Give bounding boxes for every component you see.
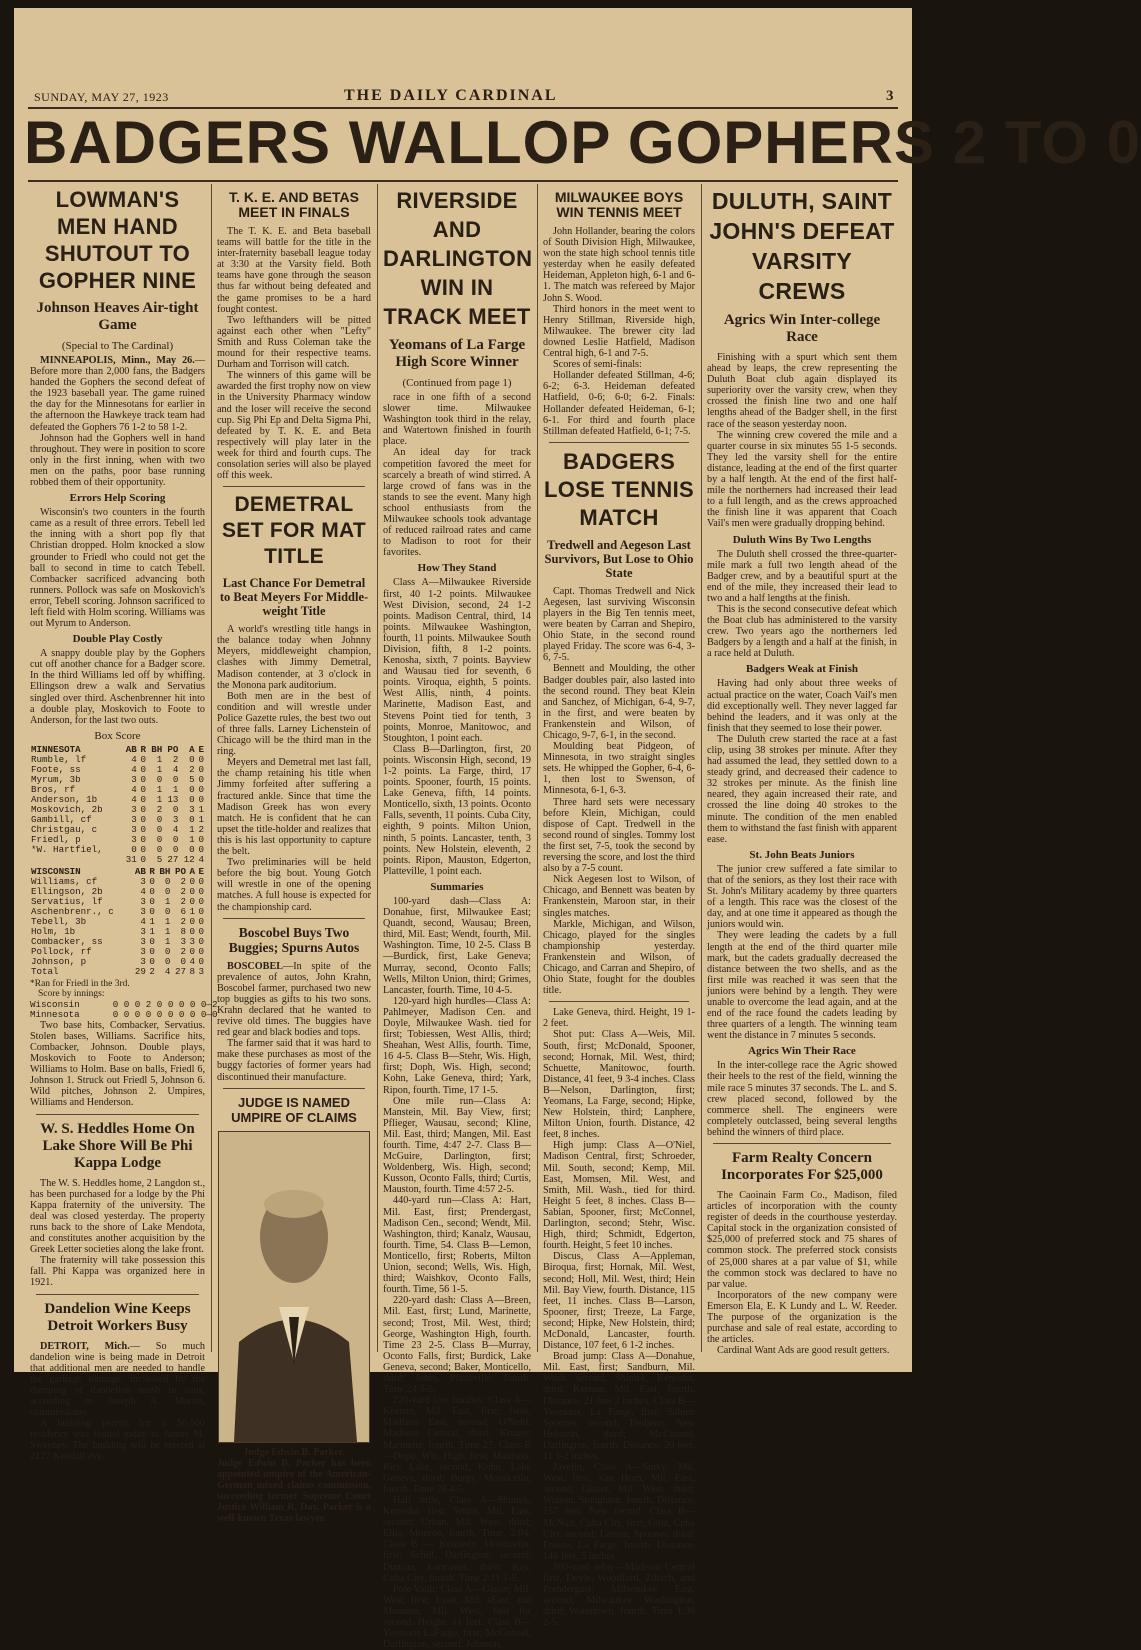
- subhead: Summaries: [430, 880, 484, 893]
- box-score-name-cell: Bros, rf: [31, 783, 76, 795]
- box-score-stat-cell: 1: [164, 925, 171, 937]
- box-score-stat-cell: 3: [131, 803, 137, 815]
- box-score-stat-cell: 0: [198, 955, 204, 967]
- box-score-stat-cell: 1: [198, 803, 204, 815]
- article-paragraph: Incorporators of the new company were Emerson Ela, E. K Lundy and L. W. Reeder. The purpose of the organization is the purchase and sale of real estate, according to the articles.: [707, 1289, 897, 1346]
- box-score-stat-cell: 1: [149, 915, 155, 927]
- article-paragraph: Cardinal Want Ads are good result getters.: [717, 1345, 890, 1357]
- masthead-title: THE DAILY CARDINAL: [344, 87, 558, 104]
- article-headline: DULUTH, SAINT JOHN'S DEFEAT VARSITY CREWS: [709, 188, 895, 304]
- article-headline: BADGERS LOSE TENNIS MATCH: [544, 448, 694, 530]
- box-score-stat-cell: 0: [156, 833, 163, 845]
- article-paragraph: Moulding beat Pidgeon, of Minnesota, in two straight singles sets. He whipped the Gopher, 6-4, 6-1, then lost to Swenson, of Minnesota, 6-1, 6-3.: [543, 741, 695, 797]
- article-deck: Agrics Win Inter-college Race: [723, 312, 881, 345]
- box-score-stat-cell: 4: [131, 783, 137, 795]
- box-score-stat-cell: 2: [149, 965, 155, 977]
- portrait-photo: [218, 1131, 370, 1443]
- subhead: Duluth Wins By Two Lengths: [732, 533, 872, 546]
- article-paragraph: Three hard sets were necessary before Klein, Michigan, could dispose of Capt. Tredwell in the second round of singles. Tommy lost the first set, 7-5, took the second by reversing the score, and lost the third also by a 7-5 count.: [543, 796, 695, 875]
- box-score-name-cell: Combacker, ss: [31, 935, 103, 947]
- box-score-stat-cell: AB: [134, 865, 146, 877]
- article-paragraph: Having had only about three weeks of actual practice on the water, Coach Vail's men did exceptionally well. They never lagged far behind the leaders, and it was only at the finish that they seemed to lose their power.: [707, 678, 897, 734]
- article-paragraph: Both men are in the best of condition and will wrestle under Police Gazette rules, the best two out of three falls. Larney Lichenstein of Chicago will be the third man in the ring.: [217, 690, 371, 758]
- box-score-stat-cell: 0: [198, 875, 204, 887]
- box-score-stat-cell: 0: [140, 783, 147, 795]
- box-score-stat-cell: 3: [140, 895, 146, 907]
- column-rule: [377, 184, 378, 1352]
- box-score-stat-cell: 0: [149, 885, 155, 897]
- article-paragraph: race in one fifth of a second slower time. Milwaukee Washington took third in the relay, and Watertown finished in fourth place.: [383, 392, 531, 448]
- box-score-stat-cell: 3: [140, 875, 146, 887]
- box-score-stat-cell: 0: [198, 773, 204, 785]
- box-score-stat-cell: 27: [167, 853, 179, 865]
- box-score-stat-cell: 0: [140, 793, 147, 805]
- box-score-stat-cell: R: [149, 865, 155, 877]
- box-score-stat-cell: 0: [164, 945, 171, 957]
- box-score-stat-cell: 0: [140, 753, 147, 765]
- box-score-stat-cell: 1: [189, 905, 195, 917]
- article-paragraph: The Caoinain Farm Co., Madison, filed articles of incorporation with the county register of deeds in the courthouse yesterday. Capital stock in the organization consisted of $25,000 of preferred stock and 75 shares of common stock. The preferred stock consists of 25,000 shares at a par value of $1, while the common stock was declared to have no par value.: [707, 1190, 897, 1290]
- box-score-stat-cell: 0: [140, 773, 147, 785]
- article-paragraph: Third honors in the meet went to Henry Stillman, Riverside high, Milwaukee. The brewer city lad downed Leslie Hatfield, Madison Central high, 6-1 and 7-5.: [543, 303, 695, 360]
- page-number: 3: [886, 88, 894, 104]
- article-paragraph: One mile run—Class A: Manstein, Mil. Bay View, first; Pflieger, Wausau, second; Kline, Mil. East, third; Mangen, Mil. East fourth. Time, 4:47 2-7. Class B—McGuire, Darlington, first; Woldenberg, Wis. High, second; Kusson, Oconto Falls, third; Curtis, Mauston, fourth. Time 4:57 2-5.: [383, 1095, 531, 1196]
- article-divider: [549, 442, 689, 443]
- box-score-stat-cell: 2: [180, 885, 186, 897]
- box-score-stat-cell: 0: [149, 945, 155, 957]
- photo-caption: Judge Edwin B. Parker.: [243, 1446, 345, 1458]
- box-score-name-cell: Tebell, 3b: [31, 915, 87, 927]
- box-score-stat-cell: 3: [131, 813, 137, 825]
- box-score-stat-cell: 3: [180, 935, 186, 947]
- box-score-stat-cell: 31: [125, 853, 137, 865]
- article-divider: [223, 486, 365, 487]
- box-score-wisconsin: [30, 867, 205, 977]
- article-paragraph: A world's wrestling title hangs in the balance today when Johnny Meyers, middleweight champion, clashes with Jimmy Demetral, Madison contender, at 3 o'clock in the Monona park auditorium.: [217, 624, 371, 691]
- box-score-stat-cell: 3: [140, 905, 146, 917]
- article-divider: [223, 918, 365, 919]
- box-score-name-cell: Ellingson, 2b: [31, 885, 103, 897]
- box-score-stat-cell: 0: [189, 783, 195, 795]
- banner-headline: BADGERS WALLOP GOPHERS 2 TO 0: [24, 109, 1141, 176]
- box-score-stat-cell: PO: [167, 743, 179, 755]
- box-score-stat-cell: 0: [198, 935, 204, 947]
- box-score-stat-cell: 3: [131, 773, 137, 785]
- innings-title: Score by innings:: [38, 989, 105, 1000]
- box-score-stat-cell: 6: [180, 905, 186, 917]
- box-score-stat-cell: 0: [156, 773, 163, 785]
- box-score-stat-cell: 4: [140, 915, 146, 927]
- box-score-stat-cell: 8: [180, 925, 186, 937]
- article-paragraph: This is the second consecutive defeat which the Boat club has administered to the varsity crew. Two years ago the northerners led Badgers by a length and a half at the finish, in a race held at Duluth.: [707, 603, 897, 660]
- box-score-stat-cell: 0: [180, 955, 186, 967]
- special-note: (Special to The Cardinal): [61, 340, 174, 352]
- box-score-stat-cell: 1: [156, 783, 163, 795]
- box-score-stat-cell: 3: [140, 925, 146, 937]
- box-score-stat-cell: 1: [198, 813, 204, 825]
- box-score-name-cell: Foote, ss: [31, 763, 81, 775]
- article-paragraph: — So much dandelion wine is being made in Detroit that additional men are needed to handle the garbage tonnage, increased by the dumping of dandelion mash in cans, according to Joseph A. Martin, commissioner: [30, 1340, 205, 1419]
- box-score-stat-cell: 1: [164, 895, 171, 907]
- article-headline: Farm Realty Concern Incorporates For $25,000: [721, 1150, 883, 1183]
- box-score-minnesota: [30, 745, 205, 865]
- box-score-name-cell: Williams, cf: [31, 875, 98, 887]
- box-score-name-cell: WISCONSIN: [31, 865, 81, 877]
- box-score-stat-cell: 4: [140, 885, 146, 897]
- article-deck: Yeomans of La Farge High Score Winner: [388, 337, 526, 370]
- box-score-stat-cell: E: [198, 743, 204, 755]
- article-deck: Last Chance For Demetral to Beat Meyers For Middle-weight Title: [219, 576, 369, 619]
- box-score-stat-cell: 0: [131, 843, 137, 855]
- box-score-stat-cell: 0: [189, 843, 195, 855]
- box-score-stat-cell: 2: [180, 875, 186, 887]
- box-score-name-cell: [30, 855, 122, 865]
- article-paragraph: Shot put: Class A—Weis, Mil. South, first; McDonald, Spooner, second; Hornak, Mil. West, third; Schuette, Manitowoc, fourth. Distance, 41 feet, 9 3-4 inches. Class B—Nelson, Darlington, first; Yeomans, La Farge, second; Hipke, New Holstein, third; Lanphere, Milton Union, fourth. Distance, 42 feet, 8 inches.: [543, 1029, 695, 1141]
- box-score-stat-cell: 13: [167, 793, 179, 805]
- box-score-stat-cell: 2: [189, 763, 195, 775]
- minnesota-total-row: [30, 855, 205, 865]
- box-score-stat-cell: 0: [198, 753, 204, 765]
- box-score-stat-cell: 0: [149, 935, 155, 947]
- article-paragraph: —Before more than 2,000 fans, the Badgers handed the Gophers the second defeat of the 1923 baseball year. The game ruined the day for the Minnesotans for earlier in the afternoon the Hawkeye track team had defeated the Gophers 76 1-2 to 58 1-2.: [30, 355, 205, 433]
- box-score-stat-cell: 0: [140, 763, 147, 775]
- box-score-name-cell: Servatius, lf: [31, 895, 103, 907]
- article-paragraph: Class A—Milwaukee Riverside first, 40 1-2 points. Milwaukee West Division, second, 24 1-2 points. Madison Central, third, 14 points. Milwaukee Washington, fourth, 11 points. Milwaukee South Division, fifth, 8 1-2 points. Kenosha, sixth, 7 points. Bayview and Wausau tied for seventh, 6 points. Viroqua, eighth, 5 points. West Allis, ninth, 4 points. Marinette, Madison East, and Stevens Point tied for tenth, 3 points, Monroe, Manitowoc, and Stoughton, 1 point each.: [383, 577, 531, 744]
- box-score-name-cell: Gambill, cf: [31, 813, 92, 825]
- box-score-stat-cell: 4: [198, 853, 204, 865]
- box-score-stat-cell: 2: [180, 945, 186, 957]
- article-paragraph: High jump: Class A—O'Niel, Madison Central, first; Schroeder, Mil. South, second; Kemp, Mil. East, Momsen, Mil. West, and Smith, Mil. Wash., tied for third. Height 5 feet, 8 inches. Class B—Sabian, Spooner, first; McConnel, Darlington, second; Stehr, Wisc. High, third; Schmidt, Edgerton, fourth. Height, 5 feet 10 inches.: [543, 1140, 695, 1252]
- box-score-stat-cell: E: [198, 865, 204, 877]
- article-paragraph: Broad jump: Class A—Donahue, Mil. East, first; Sandburn, Mil. Wash. second; Shimek, Kenosha, third; Keenan, Mil. East, fourth. Distance, 21 feet 2 inches. Class B—Yeomans, La Farge, first; Sabien Spooner, second; Tiedjeno, New Holstein, third; McConnel, Darlington, fourth. Distance, 20 feet, 11 1-2 inches.: [543, 1351, 695, 1462]
- box-score-stat-cell: 0: [164, 905, 171, 917]
- box-score-name-cell: Rumble, lf: [31, 753, 87, 765]
- masthead-date: SUNDAY, MAY 27, 1923: [34, 90, 169, 104]
- article-paragraph: Capt. Thomas Tredwell and Nick Aegesen, last surviving Wisconsin players in the Big Ten tennis meet, were beaten by Carran and Shepiro, Ohio State, in the second round played Friday. The score was 6-4, 3-6, 7-5.: [543, 585, 695, 664]
- box-score-stat-cell: 4: [172, 823, 179, 835]
- article-divider: [223, 1088, 365, 1089]
- article-divider: [713, 1143, 891, 1144]
- column-2: [217, 184, 371, 1524]
- box-score-stat-cell: 0: [198, 925, 204, 937]
- box-score-stat-cell: AB: [125, 743, 137, 755]
- box-score-stat-cell: 0: [198, 885, 204, 897]
- box-score-stat-cell: 3: [189, 935, 195, 947]
- box-score-stat-cell: A: [189, 865, 195, 877]
- box-score-stat-cell: 1: [164, 935, 171, 947]
- article-headline: MILWAUKEE BOYS WIN TENNIS MEET: [554, 189, 684, 220]
- article-paragraph: They were leading the cadets by a full length at the end of the third quarter mile mark, but the cadets gradually decreased the distance between the two shells, and as the first mile was reached it was seen that the juniors were behind by a length. They were unable to overcome the lead again, and at the end of the race found the cadets leading by three quarters of a length. The winning team went the distance in 7 minutes 5 seconds.: [707, 930, 897, 1042]
- article-paragraph: 880-yard relay—Madison Central first, Doyle, Woodford, Zilisch, and Prendergast; Milwaukee East, second; Milwaukee Washington, third; Watertown, fourth. Time 1:38 2-5.: [543, 1561, 695, 1629]
- article-paragraph: Markle, Michigan, and Wilson, Chicago, played for the singles championship yesterday. Frankenstein and Wilson, of Chicago, and Carran and Shepiro, of Ohio State, fought for the doubles title.: [543, 918, 695, 997]
- dateline: BOSCOBEL: [227, 960, 284, 972]
- column-3: [383, 184, 533, 1650]
- box-score-stat-cell: A: [189, 743, 195, 755]
- box-score-stat-cell: 1: [164, 915, 171, 927]
- box-score-stat-cell: 2: [180, 915, 186, 927]
- box-score-stat-cell: 2: [156, 803, 163, 815]
- box-score-name-cell: Moskovich, 2b: [31, 803, 103, 815]
- article-paragraph: Two preliminaries will be held before the big bout. Young Gotch will wrestle in one of the opening matches. A full house is expected for the championship card.: [217, 857, 371, 913]
- box-score-stat-cell: 0: [172, 843, 179, 855]
- article-paragraph: John Hollander, bearing the colors of South Division High, Milwaukee, won the state high school tennis title yesterday when he easily defeated Heideman, Appleton high, 6-1 and 6-1. The match was refereed by Major John S. Wood.: [543, 226, 695, 304]
- box-score-stat-cell: 0: [198, 945, 204, 957]
- box-score-stat-cell: 1: [156, 763, 163, 775]
- dateline: MINNEAPOLIS, Minn., May 26.: [40, 355, 195, 366]
- box-score-stat-cell: 0: [198, 763, 204, 775]
- box-score-stat-cell: 0: [149, 895, 155, 907]
- box-score-stat-cell: 8: [189, 965, 195, 977]
- article-headline: DEMETRAL SET FOR MAT TITLE: [221, 493, 367, 569]
- column-rule: [701, 184, 702, 1352]
- box-score-stat-cell: 1: [172, 783, 179, 795]
- box-score-stat-cell: 2: [180, 895, 186, 907]
- subhead: Errors Help Scoring: [69, 492, 166, 505]
- portrait-illustration: [219, 1132, 369, 1442]
- innings-minnesota: Minnesota 0 0 0 0 0 0 0 0 0—0: [30, 1008, 218, 1020]
- article-paragraph: Lake Geneva, third. Height, 19 1-2 feet.: [543, 1007, 695, 1030]
- article-paragraph: Discus, Class A—Appleman, Biroqua, first; Hornak, Mil. West, second; Holl, Mil. West, third; Hein Mil. Bay View, fourth. Distance, 115 feet, 11 inches. Class B—Larson, Spooner, first; Treeze, La Farge, second; Hipke, New Holstein, third; McDonald, Lancaster, fourth. Distance, 107 feet, 6 1-2 inches.: [543, 1251, 695, 1352]
- box-score-name-cell: Friedl, p: [31, 833, 81, 845]
- article-headline: JUDGE IS NAMED UMPIRE OF CLAIMS: [231, 1094, 357, 1125]
- article-paragraph: The W. S. Heddles home, 2 Langdon st., has been purchased for a lodge by the Phi Kappa fraternity of the university. The deal was closed yesterday. The property runs back to the shore of Lake Mendota, and constitutes another acquisition by the Greek Letter societies along the lake front.: [30, 1177, 205, 1256]
- box-score-stat-cell: 0: [189, 895, 195, 907]
- article-headline: RIVERSIDE AND DARLINGTON WIN IN TRACK MEET: [383, 188, 533, 329]
- article-paragraph: The Duluth shell crossed the three-quarter-mile mark a full two length ahead of the Badger crew, and by a beautiful spurt at the end of the mile, they increased their lead to two and a half lengths at the finish.: [707, 548, 897, 604]
- box-score-stat-cell: 0: [198, 915, 204, 927]
- ran-for-note: *Ran for Friedl in the 3rd.: [30, 978, 130, 989]
- box-score-name-cell: Myrum, 3b: [31, 773, 81, 785]
- box-score-stat-cell: 0: [156, 823, 163, 835]
- article-paragraph: In the inter-college race the Agric showed their heels to the rest of the field, winning the mile race 5 minutes 37 seconds. The L. and S. crew placed second, followed by the commerce shell. The engineers were completely outclassed, being several lengths behind the winners of third place.: [707, 1060, 897, 1138]
- box-score-name-cell: MINNESOTA: [31, 743, 81, 755]
- article-headline: LOWMAN'S MEN HAND SHUTOUT TO GOPHER NINE: [38, 187, 197, 293]
- article-paragraph: The winning crew covered the mile and a quarter course in six minutes 55 1-5 seconds. They led the varsity shell for the entire distance, leading at the end of the first quarter by a half length. At the end of the first half-mile the northerners had increased their lead to a full length, and as the crews approached the finish line it was apparent that Coach Vail's men were gradually dropping behind.: [707, 429, 897, 530]
- article-paragraph: —In spite of the prevalence of autos, John Krahn, Boscobel farmer, purchased two new top buggies as gifts to his two sons. Krahn declared that he wanted to revive old times. The buggies have red gear and black bodies and tops.: [217, 960, 371, 1039]
- article-paragraph: Pole Vault: Class A—Glaser, Mil. West, first; Esser, Mil. sEast, and Momsen, Mil. West, tied for second. Height, 11 feet. Class B—Yeomans LaFarge, first; McConnel, Darlington, second; Johnson,: [383, 1583, 531, 1650]
- subhead: Agrics Win Their Race: [748, 1045, 856, 1058]
- article-divider: [36, 1114, 199, 1115]
- box-score-stat-cell: 0: [172, 833, 179, 845]
- box-score-stat-cell: 1: [156, 753, 163, 765]
- continued-note: (Continued from page 1): [402, 377, 512, 389]
- article-paragraph: The farmer said that it was hard to make these purchases as most of the buggy factories of former years had discontinued their manufacture.: [217, 1038, 371, 1083]
- box-score-stat-cell: 0: [198, 783, 204, 795]
- box-score-stat-cell: 3: [131, 823, 137, 835]
- box-score-stat-cell: 27: [174, 965, 186, 977]
- photo-caption-body: Judge Edwin B. Parker has been appointed umpire of the American-German mixed claims commission, succeeding former Supreme Court Justice William R. Day. Parker is a well-known Texas lawyer.: [217, 1457, 371, 1524]
- box-score-stat-cell: 0: [156, 843, 163, 855]
- box-score-stat-cell: 3: [140, 945, 146, 957]
- article-paragraph: The fraternity will take possession this fall. Phi Kappa was organized here in 1921.: [30, 1255, 205, 1289]
- box-score-stat-cell: 0: [189, 915, 195, 927]
- box-score-name-cell: Pollock, rf: [31, 945, 92, 957]
- subhead: How They Stand: [417, 562, 497, 575]
- box-score-stat-cell: 0: [198, 895, 204, 907]
- box-score-stat-cell: 0: [189, 925, 195, 937]
- box-score-stat-cell: 0: [189, 875, 195, 887]
- article-paragraph: A snappy double play by the Gophers cut off another chance for a Badger score. In the third Williams led off by whiffing. Ellingson drew a walk and Servatius singled over third. Aschenbrenner hit into a double play, Moskovich to Foote to Anderson, for the last two outs.: [30, 648, 205, 726]
- article-paragraph: The junior crew suffered a fate similar to that of the seniors, as they lost their race with St. John's Military academy by three quarters of a length. This race was the closest of the day, and at one time it appeared as though the juniors would win.: [707, 863, 897, 931]
- box-score-stat-cell: 4: [164, 965, 171, 977]
- box-score-stat-cell: 0: [198, 833, 204, 845]
- article-headline: T. K. E. AND BETAS MEET IN FINALS: [229, 189, 359, 220]
- article-divider: [549, 1001, 689, 1002]
- innings-wisconsin: Wisconsin 0 0 0 2 0 0 0 0 0—2: [30, 998, 218, 1010]
- box-score-stat-cell: 0: [149, 955, 155, 967]
- article-paragraph: The Duluth crew started the race at a fast clip, using 38 strokes per minute. After they had assumed the lead, they settled down to a steady grind, and decreased their cadence to 32 strokes per minute. As the finish line neared, they again increased their rate, and crossed the line doing 40 strokes to the minute. The condition of the men enabled them to withstand the fast finish with apparent ease.: [707, 733, 897, 845]
- box-score-stat-cell: 4: [172, 763, 179, 775]
- box-score-stat-cell: 0: [189, 753, 195, 765]
- box-score-stat-cell: 1: [156, 793, 163, 805]
- box-score-stat-cell: 0: [140, 853, 147, 865]
- box-score-name-cell: Johnson, p: [31, 955, 87, 967]
- article-paragraph: Nick Aegesen lost to Wilson, of Chicago, and Bennett was beaten by Frankenstein, Maroon star, in their singles matches.: [543, 874, 695, 919]
- box-score-stat-cell: 0: [198, 843, 204, 855]
- box-score-stat-cell: 0: [140, 833, 147, 845]
- dateline: DETROIT, Mich.: [40, 1340, 130, 1352]
- box-score-name-cell: Anderson, 1b: [31, 793, 98, 805]
- box-score-stat-cell: 0: [189, 813, 195, 825]
- article-paragraph: The winners of this game will be awarded the first trophy now on view in the University Pharmacy window and the loser will receive the second cup. Sig Phi Ep and Delta Sigma Phi, defeated by T. K. E. and Beta respectively will play later in the week for third and fourth cups. The consolation series will also be played off this week.: [217, 370, 371, 482]
- box-score-stat-cell: 0: [189, 945, 195, 957]
- box-score-name-cell: Christgau, c: [31, 823, 98, 835]
- box-score-stat-cell: 12: [183, 853, 195, 865]
- box-score-stat-cell: 4: [131, 763, 137, 775]
- box-score-stat-cell: 0: [189, 793, 195, 805]
- box-score-stat-cell: BH: [151, 743, 163, 755]
- box-score-stat-cell: 0: [140, 813, 147, 825]
- article-deck: Johnson Heaves Air-tight Game: [36, 300, 199, 333]
- wisconsin-total-row: [30, 967, 205, 977]
- box-score-stat-cell: 0: [172, 803, 179, 815]
- box-score-stat-cell: 1: [149, 925, 155, 937]
- box-score-stat-cell: 0: [140, 823, 147, 835]
- box-score-stat-cell: 3: [189, 803, 195, 815]
- box-score-stat-cell: 0: [172, 773, 179, 785]
- article-paragraph: An ideal day for track competition favored the meet for scarcely a breath of wind stirred. A large crowd of fans was in the stands to see the event. Many high school enthusiasts from the Milwaukee schools took advantage of reduced railroad rates and came to Madison to root for their favorites.: [383, 447, 531, 559]
- article-paragraph: Meyers and Demetral met last fall, the champ retaining his title when Jimmy forfeited after suffering a fractured ankle. Since that time the Madison Greek has won every match. He is confident that he can upset the title-holder and realizes that this is his last opportunity to capture the belt.: [217, 757, 371, 858]
- box-score-stat-cell: 3: [140, 955, 146, 967]
- article-paragraph: Half mile, Class A—Shimek, Kenosha, first; Smith, Mil. East, second; Urban, Mil. West, third; Ellis, Monroe, fourth. Time, 2:04. Class B — Kennedy, Monticello, first; Schill, Darlington, second; Duncan, Lancaster, third; Kay, Cuba City, fourth. Time 2:11 1-5.: [383, 1495, 531, 1584]
- article-divider: [36, 1294, 199, 1295]
- box-score-name-cell: *W. Hartfiel,: [31, 843, 103, 855]
- box-score-stat-cell: 3: [131, 833, 137, 845]
- box-score-title: Box Score: [94, 729, 141, 742]
- article-paragraph: 220-yard dash: Class A—Breen, Mil. East, first; Lund, Marinette, second; Trost, Mil. West, third; George, Washington High, fourth. Time 23 2-5. Class B—Murray, Oconto Falls, first; Burdick, Lake Geneva, second; Baker, Monticello, third; Jones, Platteville, fourth. Time 24 3-5.: [383, 1295, 531, 1396]
- box-score-stat-cell: 29: [134, 965, 146, 977]
- column-rule: [537, 184, 538, 1352]
- box-score-stat-cell: 4: [131, 753, 137, 765]
- article-paragraph: 100-yard dash—Class A: Donahue, first, Milwaukee East; Quandt, second, Wausau; Breen, third, Mil. East; Wendt, fourth, Mil. Washington. Time, 10 2-5. Class B—Burdick, first, Lake Geneva; Murray, second, Oconto Falls; Wells, Milton Union, third; Grimes, Lancaster, fourth. Time, 10 4-5.: [383, 895, 531, 996]
- box-score-stat-cell: 1: [189, 833, 195, 845]
- column-1: [30, 184, 218, 1463]
- article-paragraph: Scores of semi-finals:: [553, 359, 642, 371]
- article-paragraph: Wisconsin's two counters in the fourth came as a result of three errors. Tebell led the inning with a short pop fly that Christian dropped. Holm knocked a slow grounder to Friedl who could not get the ball to second in time to catch Tebell. Combacker sacrificed advancing both runners. Pollock was safe on Moskovich's error, Tebell scoring. Johnson sacrificed to left field with Holm scoring. Williams was out Myrum to Anderson.: [30, 507, 205, 630]
- box-score-stat-cell: 1: [189, 823, 195, 835]
- banner-rule: [28, 180, 898, 182]
- article-paragraph: 440-yard run—Class A: Hart, Mil. East, first; Prendergast, Madison Cen., second; Wendt, Mil. Washington, third; Kanalz, Wausau, fourth. Time, 54. Class B—Lemon, Monticello, first; Roberts, Milton Union, second; Wells, Wis. High, third; Waishkov, Oconto Falls, fourth. Time, 56 1-5.: [383, 1195, 531, 1296]
- article-deck: Tredwell and Aegeson Last Survivors, But Lose to Ohio State: [544, 537, 694, 580]
- box-score-stat-cell: 5: [156, 853, 163, 865]
- article-headline: Boscobel Buys Two Buggies; Spurns Autos: [228, 924, 360, 955]
- article-paragraph: Javelin, Class A—Sinky, Mil. West, first; Van Horn, Mil. East, second; Glaser, Mil. West, third; Watson, Stoughton, fourth. Distance, 157 feet. New record. Class B—McNutt, Cuba City, first; Golz, Cuba City, second; Larson, Spooner, third; Freeze, La Farge, fourth. Distance, 146 feet, 5 inches.: [543, 1462, 695, 1562]
- article-paragraph: Two lefthanders will be pitted against each other when "Lefty" Smith and Russ Coleman take the mound for their respective teams. Durham and Torrison will catch.: [217, 314, 371, 371]
- subhead: St. John Beats Juniors: [749, 848, 855, 861]
- box-score-stat-cell: 4: [131, 793, 137, 805]
- article-headline: Dandelion Wine Keeps Detroit Workers Busy: [44, 1300, 191, 1334]
- box-score-stat-cell: BH: [159, 865, 171, 877]
- article-paragraph: 120-yard high hurdles—Class A: Pahlmeyer, Madison Cen. and Doyle, Milwaukee Wash. tied for first; Tobiessen, West Allis, third; Sheahan, West Allis, fourth. Time, 16 4-5. Class B—Stehr, Wis. High, first; Doph, Wis. High, second; Kohn, Lake Geneva, third; Yark, Ripon, fourth. Time, 17 1-5.: [383, 995, 531, 1096]
- box-score-stat-cell: 0: [198, 793, 204, 805]
- article-paragraph: Finishing with a spurt which sent them ahead by leaps, the crew representing the Duluth Boat club again displayed its superiority over the varsity crew, when they crossed the finish line two and one half lengths ahead of the Badger shell, in the first race of the season yesterday noon.: [707, 352, 897, 430]
- box-score-stat-cell: 5: [189, 773, 195, 785]
- minnesota-player-row: [30, 845, 205, 855]
- box-score-name-cell: Aschenbrenr., c: [31, 905, 114, 917]
- box-score-stat-cell: 0: [149, 905, 155, 917]
- newspaper-page: [14, 8, 1141, 1650]
- masthead: [34, 87, 894, 108]
- article-paragraph: The T. K. E. and Beta baseball teams will battle for the title in the inter-fraternity baseball league today at 3:30 at the Varsity field. Both teams have gone through the season thus far without being defeated and the game promises to be a hard fought contest.: [217, 226, 371, 315]
- article-paragraph: Bennett and Moulding, the other Badger doubles pair, also lasted into the second round. They beat Klein and Sanchez, of Michigan, 6-4, 9-7, in the first, and were beaten by Frankenstein and Wilson, of Chicago, 9-7, 6-1, in the second.: [543, 663, 695, 741]
- box-score-stat-cell: 0: [156, 813, 163, 825]
- column-rule: [211, 184, 212, 1352]
- article-paragraph: A building permit for a $6,500 residence was issued today to James M. Sweeney. The building will be erected at 2127 Kendall ave.: [30, 1418, 205, 1463]
- box-score-stat-cell: 3: [198, 965, 204, 977]
- box-score-name-cell: Holm, 1b: [31, 925, 76, 937]
- box-score-stat-cell: PO: [174, 865, 186, 877]
- subhead: Badgers Weak at Finish: [746, 663, 858, 676]
- article-paragraph: Class B—Darlington, first, 20 points. Wisconsin High, second, 19 1-2 points. La Farge, third, 17 points. Spooner, fourth, 15 points. Lake Geneva, fifth, 14 points. Monticello, sixth, 13 points. Oconto Falls, seventh, 11 points. Cuba City, eighth, 9 points. Milton Union, ninth, 5 points. Lancaster, tenth, 3 points. New Holstein, eleventh, 2 points. Ripon, Mauston, Edgerton, Platteville, 1 point each.: [383, 743, 531, 877]
- box-score-stat-cell: 0: [149, 875, 155, 887]
- box-score-stat-cell: 0: [189, 885, 195, 897]
- box-score-stat-cell: 3: [140, 935, 146, 947]
- box-score-stat-cell: 0: [198, 905, 204, 917]
- column-4: [543, 184, 695, 1629]
- box-score-stat-cell: 0: [164, 955, 171, 967]
- subhead: Double Play Costly: [72, 633, 163, 646]
- box-score-stat-cell: 2: [172, 753, 179, 765]
- box-score-stat-cell: 0: [140, 803, 147, 815]
- box-score-stat-cell: 0: [164, 875, 171, 887]
- article-paragraph: Johnson had the Gophers well in hand throughout. They were in position to score only in the first inning, when with two men on the paths, poor base running robbed them of their opportunity.: [30, 432, 205, 489]
- article-paragraph: Two base hits, Combacker, Servatius. Stolen bases, Williams. Sacrifice hits, Combacker, Johnson. Double plays, Moskovich to Foote to Anderson; Williams to Holm. Base on balls, Friedl 6, Johnson 1. Struck out Friedl 5, Johnson 6. Wild pitches, Johnson 2. Umpires, Williams and Henderson.: [30, 1019, 205, 1109]
- box-score-name-cell: Total: [31, 965, 59, 977]
- article-paragraph: Hollander defeated Stillman, 4-6; 6-2; 6-3. Heideman defeated Hatfield, 0-6; 6-0; 6-2. Finals: Hollander defeated Heideman, 6-1; 6-1. For third and fourth place Stillman defeated Hatfield, 6-1; 7-5.: [543, 370, 695, 437]
- box-score-stat-cell: 0: [164, 885, 171, 897]
- article-headline: W. S. Heddles Home On Lake Shore Will Be Phi Kappa Lodge: [40, 1120, 195, 1171]
- article-paragraph: 220-yard low hurdles: Class A—Keenan, Mil. East, first; Isele, Madison East, second; O'Neill, Madison Central, third; Kruger, Marinette, fourth. Time 27. Class B—Dopp, Wis. High, first; Mattison, Rice Lake, second; Kohn, Lake Geneva, third; Burgy, Monticello, fourth. Time 28 4-5.: [383, 1395, 531, 1495]
- box-score-stat-cell: 4: [189, 955, 195, 967]
- box-score-stat-cell: 0: [140, 843, 147, 855]
- column-5: [707, 184, 897, 1358]
- box-score-stat-cell: 3: [172, 813, 179, 825]
- box-score-stat-cell: R: [140, 743, 147, 755]
- box-score-stat-cell: 2: [198, 823, 204, 835]
